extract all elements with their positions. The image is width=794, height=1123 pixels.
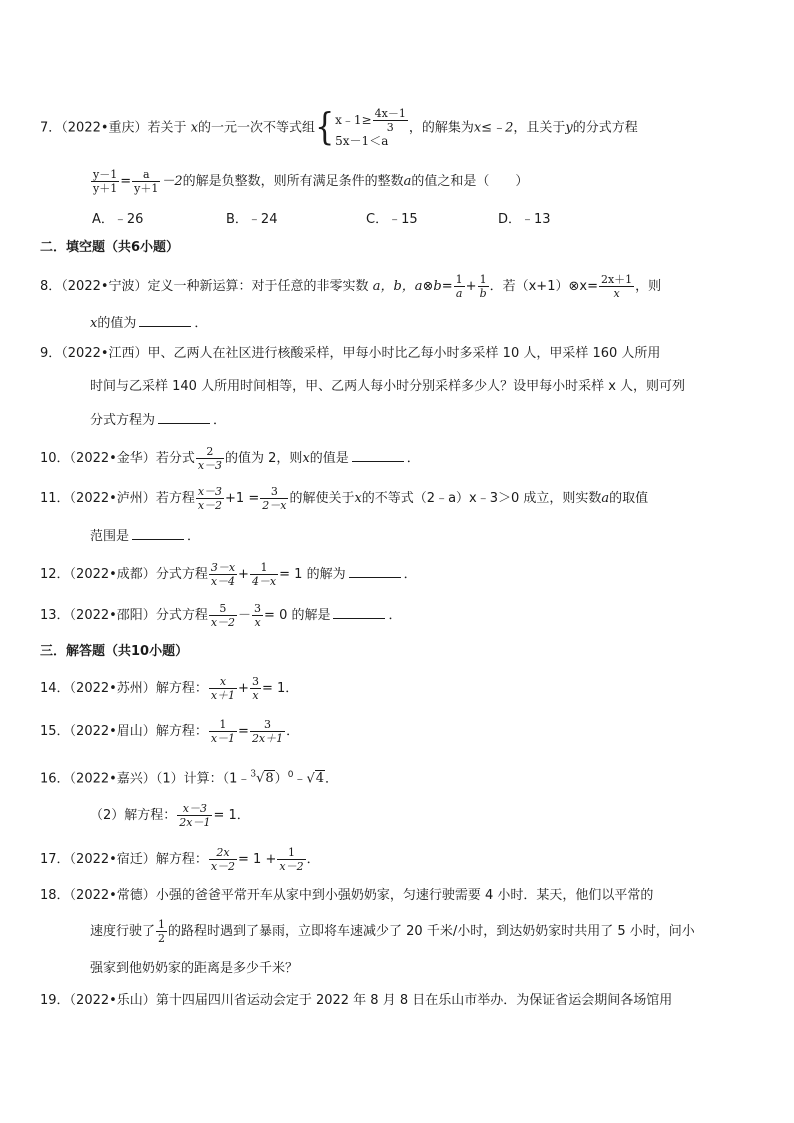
choice-b: B．﹣24 bbox=[226, 212, 278, 227]
fraction bbox=[196, 445, 224, 472]
fraction bbox=[209, 561, 237, 588]
q9-line1 bbox=[40, 345, 660, 363]
fraction bbox=[250, 675, 261, 702]
denominator: x＋1 bbox=[210, 689, 236, 702]
sys-row1 bbox=[335, 107, 409, 134]
sys-row2: 5x－1＜a bbox=[335, 134, 389, 148]
q17-line bbox=[40, 845, 320, 875]
q14-line bbox=[40, 674, 298, 704]
numerator: 1 bbox=[158, 918, 166, 931]
q11-text: 的不等式（2﹣a）x﹣3＞0 成立，则实数 bbox=[361, 491, 602, 506]
q15-text: 解方程： bbox=[155, 724, 208, 739]
q7-number: 7． bbox=[40, 120, 62, 136]
q16-line1 bbox=[40, 766, 338, 788]
q11-end: ． bbox=[187, 529, 201, 544]
answer-blank[interactable] bbox=[158, 411, 210, 424]
denominator: y＋1 bbox=[93, 182, 118, 195]
q10-var: x bbox=[302, 451, 310, 466]
fraction bbox=[132, 168, 160, 195]
answer-blank[interactable] bbox=[352, 449, 404, 462]
denominator: x－2 bbox=[197, 499, 223, 512]
q11-var: a bbox=[601, 491, 610, 506]
q11-source: （2022•泸州） bbox=[69, 491, 156, 506]
fraction bbox=[478, 273, 489, 300]
q15-source: （2022•眉山） bbox=[69, 724, 156, 739]
fraction bbox=[250, 561, 278, 588]
q13-source: （2022•邵阳） bbox=[69, 608, 156, 623]
q15-end: ． bbox=[286, 724, 300, 739]
q8-vars: a，b，a⊗b bbox=[372, 279, 442, 294]
q16-line2 bbox=[90, 801, 250, 831]
q11-line1 bbox=[40, 484, 648, 514]
equals: = bbox=[441, 279, 453, 294]
q7-text: 的分式方程 bbox=[572, 120, 638, 136]
q9-source: （2022•江西） bbox=[61, 346, 148, 361]
q7-var: x bbox=[190, 120, 199, 136]
q16-source: （2022•嘉兴） bbox=[69, 771, 156, 787]
q13-line bbox=[40, 601, 402, 631]
numerator: 2 bbox=[196, 445, 224, 459]
fraction bbox=[209, 718, 237, 745]
choice-c: C．﹣15 bbox=[366, 212, 418, 227]
answer-blank[interactable] bbox=[139, 314, 191, 327]
q11-number: 11． bbox=[40, 491, 70, 506]
numerator: y－1 bbox=[93, 168, 118, 181]
q13-text: 分式方程 bbox=[155, 608, 208, 623]
denominator: 2x－1 bbox=[179, 816, 211, 829]
denominator: x－2 bbox=[210, 860, 236, 873]
q10-line bbox=[40, 444, 420, 474]
q7-text: ，的解集为 bbox=[408, 120, 474, 136]
q7-text: ，且关于 bbox=[513, 120, 566, 136]
fraction bbox=[599, 273, 634, 300]
denominator: x bbox=[252, 689, 259, 702]
eq-tail: －2 bbox=[161, 174, 183, 189]
fraction bbox=[373, 107, 408, 134]
q7-source: （2022•重庆） bbox=[61, 120, 148, 136]
q8-text: ．若（x+1）⊗x bbox=[489, 279, 588, 294]
q16-text: = 1． bbox=[213, 808, 250, 823]
q19-text: 第十四届四川省运动会定于 2022 年 8 月 8 日在乐山市举办．为保证省运会期间各场馆用 bbox=[155, 993, 673, 1008]
q7-text: 的值之和是（ ） bbox=[411, 174, 529, 189]
q8-line2 bbox=[90, 314, 207, 333]
q10-text: 若分式 bbox=[155, 451, 195, 466]
answer-blank[interactable] bbox=[132, 527, 184, 540]
q11-text: 的解使关于 bbox=[289, 491, 355, 506]
q9-text: 分式方程为 bbox=[90, 413, 156, 428]
numerator: 4x－1 bbox=[374, 107, 406, 120]
fraction bbox=[250, 718, 285, 745]
q11-line2 bbox=[90, 527, 200, 546]
square-root: √4 bbox=[306, 771, 325, 787]
q10-end: ． bbox=[406, 451, 420, 466]
denominator: y＋1 bbox=[134, 182, 159, 195]
q17-source: （2022•宿迁） bbox=[69, 852, 156, 867]
q16-minus: ﹣ bbox=[293, 771, 307, 787]
section-title-fill-in: 二．填空题（共6小题） bbox=[40, 240, 180, 255]
q9-number: 9． bbox=[40, 346, 62, 361]
numerator: 3 bbox=[254, 602, 262, 615]
denominator: 4－x bbox=[251, 575, 277, 588]
fraction bbox=[209, 846, 237, 873]
q14-source: （2022•苏州） bbox=[69, 681, 156, 696]
denominator: 2－x bbox=[262, 499, 287, 512]
fraction bbox=[177, 802, 212, 829]
exponent: 0 bbox=[287, 770, 294, 780]
plus: + bbox=[238, 567, 249, 582]
q19-line1 bbox=[40, 992, 672, 1010]
denominator: x－1 bbox=[210, 732, 236, 745]
q19-number: 19． bbox=[40, 993, 70, 1008]
numerator: x bbox=[209, 675, 237, 689]
q18-text: 的路程时遇到了暴雨，立即将车速减少了 20 千米/小时，到达奶奶家时共用了 5 小时，问小 bbox=[168, 924, 695, 939]
equals: = bbox=[120, 174, 132, 189]
q12-text: 分式方程 bbox=[155, 567, 208, 582]
q13-text: = 0 的解是 bbox=[264, 608, 331, 623]
numerator: x－3 bbox=[197, 485, 223, 498]
q18-line3: 强家到他奶奶家的距离是多少千米？ bbox=[90, 961, 299, 976]
q13-end: ． bbox=[388, 608, 402, 623]
q8-line1 bbox=[40, 272, 661, 302]
q11-var: x bbox=[354, 491, 362, 506]
denominator: 2x＋1 bbox=[251, 732, 284, 745]
denominator: 2 bbox=[158, 932, 166, 945]
q16-number: 16． bbox=[40, 771, 70, 787]
inequality-system bbox=[335, 107, 409, 149]
sys-lhs: x﹣1≥ bbox=[335, 113, 372, 127]
root-index: 3 bbox=[250, 770, 257, 780]
q17-text: 解方程： bbox=[155, 852, 208, 867]
fraction bbox=[91, 168, 119, 195]
q10-source: （2022•金华） bbox=[69, 451, 156, 466]
q7-var: y bbox=[565, 120, 573, 136]
numerator: 1 bbox=[478, 273, 489, 287]
numerator: 2x＋1 bbox=[600, 273, 633, 286]
equals: = bbox=[587, 279, 598, 294]
fraction bbox=[196, 485, 224, 512]
q11-mid: +1 = bbox=[225, 491, 260, 506]
denominator: x－2 bbox=[210, 616, 236, 629]
q7-line2 bbox=[90, 168, 528, 196]
left-brace-icon: { bbox=[315, 105, 335, 150]
q17-mid: = 1 + bbox=[238, 852, 277, 867]
plus: + bbox=[465, 279, 477, 294]
denominator: x－3 bbox=[197, 459, 223, 472]
denominator: a bbox=[455, 287, 463, 300]
fraction bbox=[252, 602, 263, 629]
answer-blank[interactable] bbox=[333, 606, 385, 619]
denominator: 3 bbox=[386, 121, 394, 134]
cube-root: $^3$√8 bbox=[250, 770, 274, 787]
numerator: 1 bbox=[455, 273, 463, 286]
q12-line bbox=[40, 560, 417, 590]
q12-text: = 1 的解为 bbox=[279, 567, 346, 582]
q18-source: （2022•常德） bbox=[69, 888, 156, 903]
q9-text: 甲、乙两人在社区进行核酸采样，甲每小时比乙每小时多采样 10 人，甲采样 160 人所用 bbox=[147, 346, 661, 361]
q8-text: 定义一种新运算：对于任意的非零实数 bbox=[147, 279, 369, 294]
q14-number: 14． bbox=[40, 681, 70, 696]
q15-number: 15． bbox=[40, 724, 70, 739]
q12-number: 12． bbox=[40, 567, 70, 582]
q15-line bbox=[40, 717, 299, 747]
numerator: 3 bbox=[250, 718, 285, 732]
choice-a: A．﹣26 bbox=[92, 212, 144, 227]
fraction bbox=[277, 846, 305, 873]
fraction bbox=[260, 485, 288, 512]
q16-part1: （1）计算：（1﹣ bbox=[155, 771, 251, 787]
q12-end: ． bbox=[403, 567, 417, 582]
denominator: x－4 bbox=[210, 575, 236, 588]
plus: + bbox=[238, 681, 249, 696]
denominator: x bbox=[613, 287, 620, 300]
q7-var: a bbox=[403, 174, 412, 189]
q7-text: 的解是负整数，则所有满足条件的整数 bbox=[182, 174, 404, 189]
minus: － bbox=[238, 608, 252, 623]
q19-source: （2022•乐山） bbox=[69, 993, 156, 1008]
fraction bbox=[156, 918, 167, 945]
q18-number: 18． bbox=[40, 888, 70, 903]
q8-end: ． bbox=[194, 316, 208, 331]
q9-line3 bbox=[90, 411, 226, 430]
q10-number: 10． bbox=[40, 451, 70, 466]
q17-end: ． bbox=[306, 852, 320, 867]
q18-text: 小强的爸爸平常开车从家中到小强奶奶家，匀速行驶需要 4 小时．某天，他们以平常的 bbox=[155, 888, 654, 903]
numerator: 5 bbox=[209, 602, 237, 616]
q8-number: 8． bbox=[40, 279, 62, 294]
q14-text: 解方程： bbox=[155, 681, 208, 696]
q10-text: 的值为 2，则 bbox=[225, 451, 303, 466]
numerator: 1 bbox=[250, 561, 278, 575]
q16-part2: （2）解方程： bbox=[90, 808, 177, 823]
denominator: b bbox=[479, 287, 487, 300]
numerator: 1 bbox=[209, 718, 237, 732]
numerator: 3－x bbox=[210, 561, 236, 574]
q18-line1 bbox=[40, 887, 653, 905]
q7-line1 bbox=[40, 107, 638, 149]
numerator: 2x bbox=[209, 846, 237, 860]
q7-condition: x≤﹣2 bbox=[473, 120, 514, 136]
q8-source: （2022•宁波） bbox=[61, 279, 148, 294]
q8-text: ，则 bbox=[635, 279, 662, 294]
q9-end: ． bbox=[213, 413, 227, 428]
q18-line2 bbox=[90, 917, 695, 947]
choice-d: D．﹣13 bbox=[498, 212, 551, 227]
fraction bbox=[209, 675, 237, 702]
q17-number: 17． bbox=[40, 852, 70, 867]
fraction bbox=[454, 273, 465, 300]
q7-text: 的一元一次不等式组 bbox=[198, 120, 316, 136]
q11-text: 范围是 bbox=[90, 529, 130, 544]
numerator: 1 bbox=[277, 846, 305, 860]
q12-source: （2022•成都） bbox=[69, 567, 156, 582]
numerator: a bbox=[132, 168, 160, 182]
q9-line2: 时间与乙采样 140 人所用时间相等，甲、乙两人每小时分别采样多少人？设甲每小时采样 x 人，则可列 bbox=[90, 379, 686, 394]
radicand: 4 bbox=[315, 771, 325, 787]
numerator: 3 bbox=[260, 485, 288, 499]
q7-text: 若关于 bbox=[147, 120, 187, 136]
denominator: x bbox=[254, 616, 261, 629]
q18-text: 速度行驶了 bbox=[90, 924, 156, 939]
section-title-answers: 三．解答题（共10小题） bbox=[40, 644, 189, 659]
q13-number: 13． bbox=[40, 608, 70, 623]
fraction bbox=[209, 602, 237, 629]
answer-blank[interactable] bbox=[349, 565, 401, 578]
q16-end: ． bbox=[325, 771, 339, 787]
numerator: x－3 bbox=[177, 802, 212, 816]
q10-text: 的值是 bbox=[309, 451, 349, 466]
q16-paren: ） bbox=[274, 771, 288, 787]
numerator: 3 bbox=[251, 675, 259, 688]
q8-var: x bbox=[90, 316, 98, 331]
equals: = bbox=[238, 724, 249, 739]
radicand: 8 bbox=[265, 771, 274, 787]
q11-text: 的取值 bbox=[609, 491, 649, 506]
denominator: x－2 bbox=[279, 860, 304, 873]
q11-text: 若方程 bbox=[155, 491, 195, 506]
q14-text: = 1． bbox=[261, 681, 299, 696]
q8-text: 的值为 bbox=[97, 316, 137, 331]
